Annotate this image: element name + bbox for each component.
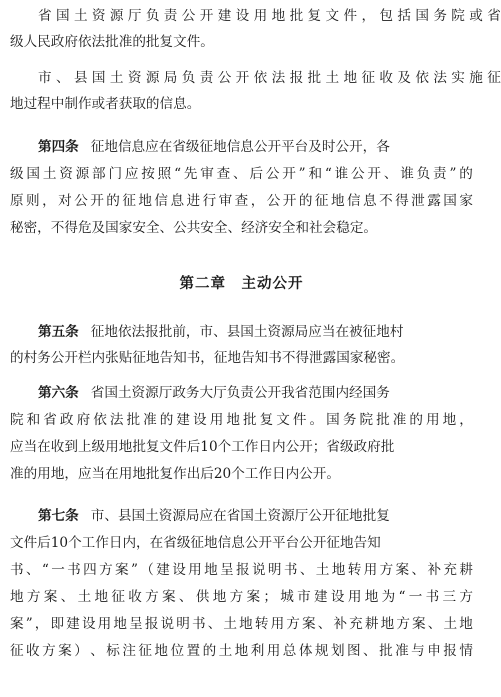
text-run: 市、县国土资源局应在省国土资源厅公开征地批复 [90, 508, 390, 524]
article-number: 第六条 [38, 385, 79, 401]
text-line: 文件后10个工作日内，在省级征地信息公开平台公开征地告知 [10, 535, 381, 551]
article-number: 第七条 [38, 508, 79, 524]
text-run: 征地依法报批前，市、县国土资源局应当在被征地村 [90, 324, 404, 340]
text-line: 征 收 方 案 ） 、 标 注 征 地 位 置 的 土 地 利 用 总 体 规 划 图 、 批 准 与 申 报 情 [10, 643, 473, 659]
text-line: 级人民政府依法批准的批复文件。 [10, 34, 214, 50]
text-line: 秘密，不得危及国家安全、公共安全、经济安全和社会稳定。 [10, 220, 378, 236]
text-line: 市 、 县 国 土 资 源 局 负 责 公 开 依 法 报 批 土 地 征 收 及 依 法 实 施 征 [38, 70, 501, 86]
article-line-first [10, 320, 501, 344]
text-line: 院 和 省 政 府 依 法 批 准 的 建 设 用 地 批 复 文 件 。 国 务 院 批 准 的 用 地 ， [10, 412, 473, 428]
article-number: 第四条 [38, 139, 79, 155]
text-line: 应当在收到上级用地批复文件后10个工作日内公开；省级政府批 [10, 439, 395, 455]
text-run: 征地信息应在省级征地信息公开平台及时公开，各 [90, 139, 390, 155]
text-line: 的村务公开栏内张贴征地告知书，征地告知书不得泄露国家秘密。 [10, 350, 405, 366]
text-line: 原 则 ， 对 公 开 的 征 地 信 息 进 行 审 查 ， 公 开 的 征 地 信 息 不 得 泄 露 国 家 [10, 193, 473, 209]
text-line: 地过程中制作或者获取的信息。 [10, 96, 201, 112]
text-line: 地 方 案 、 土 地 征 收 方 案 、 供 地 方 案 ； 城 市 建 设 用 地 为 “ 一 书 三 方 [10, 589, 473, 605]
text-line: 级 国 土 资 源 部 门 应 按 照 “ 先 审 查 、 后 公 开 ” 和 “ 谁 公 开 、 谁 负 责 ” 的 [10, 166, 473, 182]
text-run: 省国土资源厅政务大厅负责公开我省范围内经国务 [90, 385, 390, 401]
article-line-first [10, 504, 501, 528]
text-line: 案 ” ， 即 建 设 用 地 呈 报 说 明 书 、 土 地 转 用 方 案 、 补 充 耕 地 方 案 、 土 地 [10, 616, 473, 632]
chapter-heading: 第二章 主动公开 [179, 275, 304, 292]
article-number: 第五条 [38, 324, 79, 340]
text-line: 书 、 “ 一 书 四 方 案 ” （ 建 设 用 地 呈 报 说 明 书 、 土 地 转 用 方 案 、 补 充 耕 [10, 562, 473, 578]
article-line-first [10, 381, 501, 405]
text-line: 准的用地，应当在用地批复作出后20个工作日内公开。 [10, 466, 340, 482]
article-line-first [10, 135, 501, 159]
text-line: 省 国 土 资 源 厅 负 责 公 开 建 设 用 地 批 复 文 件 ， 包 括 国 务 院 或 省 [38, 8, 501, 24]
